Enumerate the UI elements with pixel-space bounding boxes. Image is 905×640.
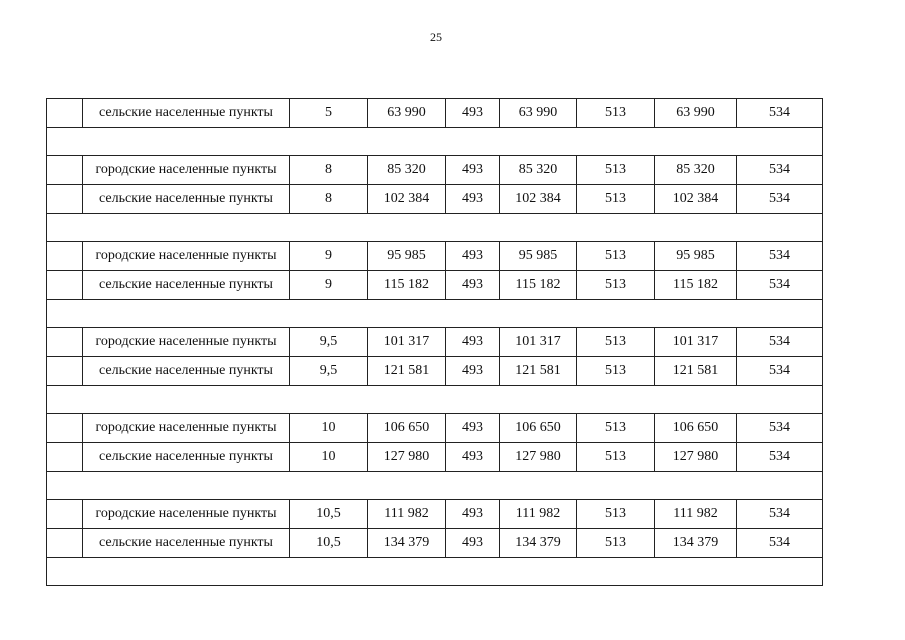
value-cell: 85 320: [500, 156, 577, 185]
spacer-cell: [47, 128, 823, 156]
value-cell: 513: [577, 414, 655, 443]
value-cell: 513: [577, 500, 655, 529]
value-cell: 95 985: [655, 242, 737, 271]
value-cell: 134 379: [500, 529, 577, 558]
spacer-cell: [47, 300, 823, 328]
spacer-row: [47, 386, 823, 414]
table-row: [47, 414, 823, 443]
value-cell: 9,5: [290, 357, 368, 386]
value-cell: 10: [290, 414, 368, 443]
index-cell: [47, 185, 83, 214]
value-cell: 121 581: [500, 357, 577, 386]
spacer-cell: [47, 558, 823, 586]
table-row: [47, 242, 823, 271]
index-cell: [47, 156, 83, 185]
settlement-type-cell: городские населенные пункты: [83, 328, 290, 357]
index-cell: [47, 99, 83, 128]
spacer-cell: [47, 386, 823, 414]
index-cell: [47, 242, 83, 271]
table-row: [47, 500, 823, 529]
value-cell: 10,5: [290, 500, 368, 529]
value-cell: 534: [737, 414, 823, 443]
index-cell: [47, 500, 83, 529]
table-row: [47, 328, 823, 357]
table-row: [47, 156, 823, 185]
table-row: [47, 99, 823, 128]
value-cell: 121 581: [655, 357, 737, 386]
value-cell: 63 990: [655, 99, 737, 128]
value-cell: 63 990: [500, 99, 577, 128]
value-cell: 534: [737, 443, 823, 472]
value-cell: 111 982: [368, 500, 446, 529]
spacer-row: [47, 128, 823, 156]
value-cell: 534: [737, 529, 823, 558]
value-cell: 534: [737, 271, 823, 300]
settlement-type-cell: сельские населенные пункты: [83, 185, 290, 214]
value-cell: 8: [290, 185, 368, 214]
value-cell: 85 320: [368, 156, 446, 185]
value-cell: 534: [737, 156, 823, 185]
value-cell: 493: [446, 414, 500, 443]
value-cell: 8: [290, 156, 368, 185]
value-cell: 513: [577, 529, 655, 558]
value-cell: 493: [446, 500, 500, 529]
value-cell: 101 317: [655, 328, 737, 357]
value-cell: 106 650: [500, 414, 577, 443]
value-cell: 5: [290, 99, 368, 128]
value-cell: 534: [737, 357, 823, 386]
value-cell: 134 379: [368, 529, 446, 558]
value-cell: 534: [737, 99, 823, 128]
value-cell: 95 985: [500, 242, 577, 271]
spacer-cell: [47, 214, 823, 242]
value-cell: 102 384: [368, 185, 446, 214]
value-cell: 115 182: [655, 271, 737, 300]
value-cell: 513: [577, 156, 655, 185]
value-cell: 106 650: [368, 414, 446, 443]
value-cell: 9,5: [290, 328, 368, 357]
value-cell: 9: [290, 271, 368, 300]
value-cell: 493: [446, 529, 500, 558]
value-cell: 493: [446, 185, 500, 214]
value-cell: 513: [577, 185, 655, 214]
settlement-type-cell: городские населенные пункты: [83, 242, 290, 271]
value-cell: 101 317: [500, 328, 577, 357]
value-cell: 102 384: [655, 185, 737, 214]
spacer-row: [47, 472, 823, 500]
value-cell: 513: [577, 99, 655, 128]
value-cell: 513: [577, 242, 655, 271]
spacer-row: [47, 558, 823, 586]
value-cell: 102 384: [500, 185, 577, 214]
settlement-type-cell: сельские населенные пункты: [83, 271, 290, 300]
value-cell: 493: [446, 328, 500, 357]
index-cell: [47, 328, 83, 357]
value-cell: 493: [446, 271, 500, 300]
value-cell: 127 980: [368, 443, 446, 472]
table-body: [47, 99, 823, 586]
value-cell: 513: [577, 357, 655, 386]
value-cell: 493: [446, 357, 500, 386]
settlement-type-cell: сельские населенные пункты: [83, 99, 290, 128]
value-cell: 534: [737, 242, 823, 271]
settlement-type-cell: городские населенные пункты: [83, 156, 290, 185]
settlement-type-cell: сельские населенные пункты: [83, 529, 290, 558]
settlement-type-cell: городские населенные пункты: [83, 414, 290, 443]
value-cell: 121 581: [368, 357, 446, 386]
value-cell: 513: [577, 328, 655, 357]
value-cell: 10,5: [290, 529, 368, 558]
value-cell: 10: [290, 443, 368, 472]
value-cell: 534: [737, 328, 823, 357]
tariff-table: [46, 98, 823, 586]
value-cell: 134 379: [655, 529, 737, 558]
value-cell: 534: [737, 185, 823, 214]
index-cell: [47, 271, 83, 300]
value-cell: 513: [577, 443, 655, 472]
value-cell: 85 320: [655, 156, 737, 185]
value-cell: 534: [737, 500, 823, 529]
index-cell: [47, 414, 83, 443]
value-cell: 493: [446, 156, 500, 185]
index-cell: [47, 529, 83, 558]
index-cell: [47, 443, 83, 472]
value-cell: 63 990: [368, 99, 446, 128]
value-cell: 111 982: [655, 500, 737, 529]
value-cell: 101 317: [368, 328, 446, 357]
value-cell: 9: [290, 242, 368, 271]
table-row: [47, 271, 823, 300]
value-cell: 513: [577, 271, 655, 300]
value-cell: 493: [446, 242, 500, 271]
value-cell: 115 182: [368, 271, 446, 300]
spacer-row: [47, 214, 823, 242]
value-cell: 111 982: [500, 500, 577, 529]
spacer-row: [47, 300, 823, 328]
page-number: 25: [430, 30, 442, 44]
settlement-type-cell: сельские населенные пункты: [83, 357, 290, 386]
value-cell: 493: [446, 443, 500, 472]
table-row: [47, 185, 823, 214]
spacer-cell: [47, 472, 823, 500]
table-row: [47, 529, 823, 558]
value-cell: 95 985: [368, 242, 446, 271]
value-cell: 115 182: [500, 271, 577, 300]
value-cell: 106 650: [655, 414, 737, 443]
settlement-type-cell: сельские населенные пункты: [83, 443, 290, 472]
value-cell: 493: [446, 99, 500, 128]
value-cell: 127 980: [655, 443, 737, 472]
table-row: [47, 443, 823, 472]
value-cell: 127 980: [500, 443, 577, 472]
table-row: [47, 357, 823, 386]
index-cell: [47, 357, 83, 386]
settlement-type-cell: городские населенные пункты: [83, 500, 290, 529]
